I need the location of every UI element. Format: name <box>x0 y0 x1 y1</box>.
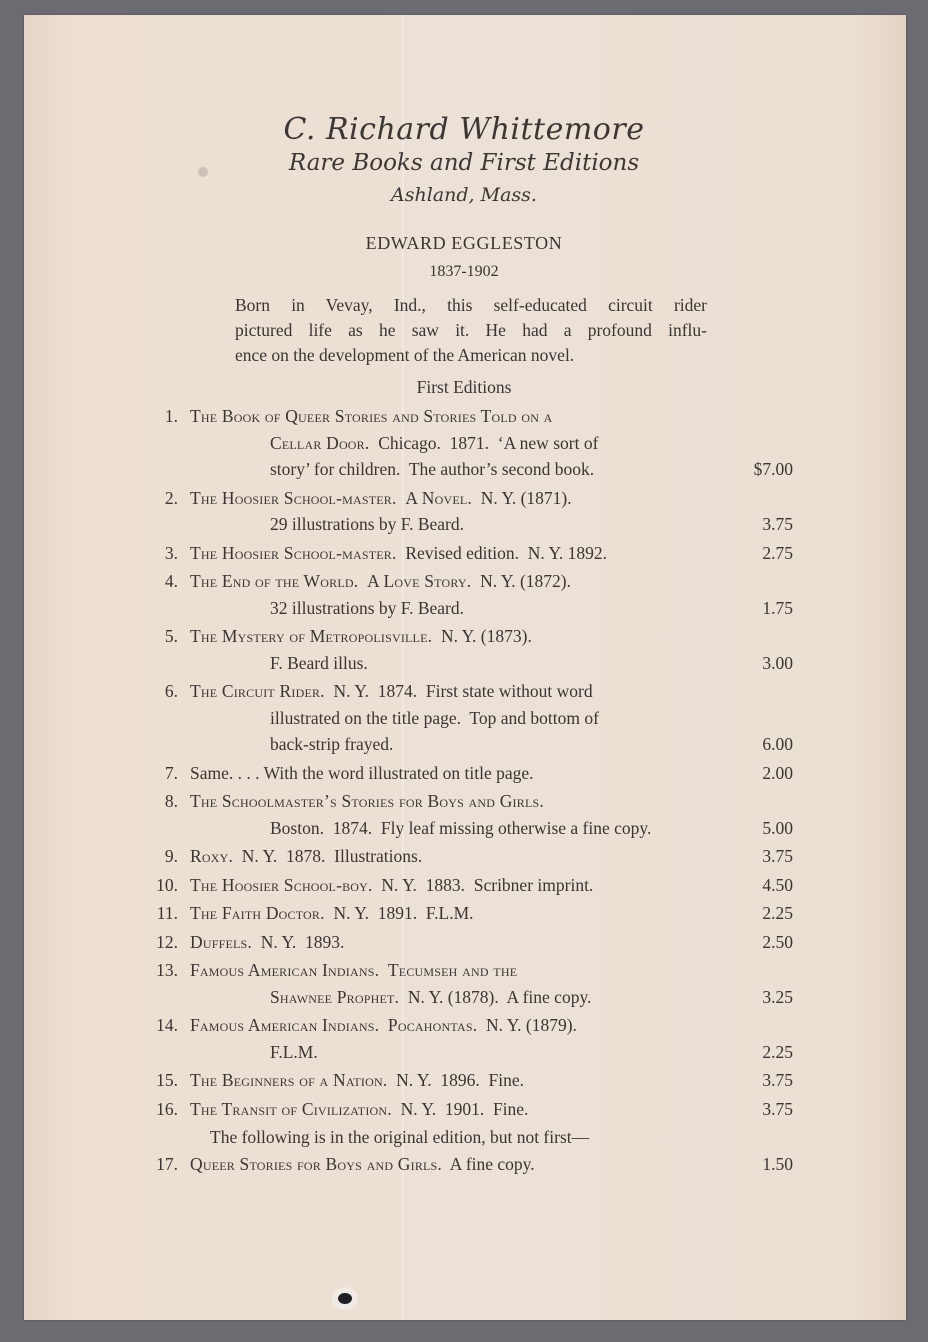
title-text: Queer Stories for Boys and Girls. <box>190 1153 442 1174</box>
item-number: 1. <box>164 406 178 426</box>
item-price: 5.00 <box>762 817 793 838</box>
entry-line <box>0 511 928 538</box>
detail-text: N. Y. 1883. Scribner imprint. <box>372 874 594 895</box>
item-number: 3. <box>164 542 178 563</box>
item-price: 2.75 <box>762 542 793 563</box>
detail-text: N. Y. (1873). <box>432 626 532 646</box>
item-title <box>190 1096 528 1122</box>
entry-line <box>0 678 928 705</box>
item-title <box>190 678 593 704</box>
note-text: The following is in the original edition, but not first— <box>210 1127 590 1147</box>
entry-line <box>0 843 928 870</box>
detail-text: F.L.M. <box>270 1041 318 1062</box>
entry-line <box>0 595 928 622</box>
entry-line <box>0 929 928 956</box>
item-title <box>190 760 534 786</box>
item-price: 3.00 <box>762 652 793 673</box>
item-price: 3.75 <box>762 1070 793 1090</box>
item-title <box>190 1012 577 1038</box>
item-details <box>270 705 599 731</box>
item-price: 2.25 <box>762 903 793 923</box>
detail-text: 29 illustrations by F. Beard. <box>270 514 465 534</box>
title-text: A Love Story. <box>367 571 472 591</box>
detail-text: N. Y. 1896. Fine. <box>387 1070 525 1090</box>
item-number: 16. <box>156 1098 178 1119</box>
title-text: Cellar Door. <box>270 432 370 453</box>
detail-text <box>397 488 406 508</box>
entry-line <box>0 731 928 758</box>
item-number: 9. <box>164 846 178 866</box>
list-item <box>0 872 928 901</box>
author-dates: 1837-1902 <box>429 263 499 280</box>
title-text: The Beginners of a Nation. <box>190 1070 388 1090</box>
dealer-name: C. Richard Whittemore <box>283 112 645 147</box>
entry-line <box>0 957 928 984</box>
item-number: 5. <box>164 626 178 646</box>
item-details <box>270 731 393 757</box>
item-title <box>190 872 593 898</box>
detail-text: F. Beard illus. <box>270 652 368 673</box>
detail-text: Chicago. 1871. ‘A new sort of <box>369 432 599 453</box>
detail-text <box>379 1015 388 1035</box>
item-details <box>270 815 651 841</box>
item-title <box>190 485 572 511</box>
entry-line <box>0 900 928 927</box>
item-details <box>270 1039 318 1065</box>
entry-line <box>0 403 928 430</box>
item-number: 12. <box>156 931 178 952</box>
detail-text: N. Y. 1893. <box>251 931 345 952</box>
item-number: 6. <box>164 681 178 701</box>
detail-text <box>379 960 388 980</box>
item-details <box>270 984 591 1010</box>
entry-line <box>0 872 928 899</box>
item-title <box>190 540 607 566</box>
list-item <box>0 843 928 872</box>
detail-text: A fine copy. <box>442 1153 535 1174</box>
title-text: The Hoosier School-boy. <box>190 874 373 895</box>
item-number: 14. <box>156 1015 178 1035</box>
list-item <box>0 929 928 958</box>
detail-text: N. Y. (1872). <box>471 571 572 591</box>
bio-line: Born in Vevay, Ind., this self-educated circuit rider <box>235 295 707 315</box>
detail-text: N. Y. (1878). A fine copy. <box>399 986 592 1007</box>
detail-text <box>358 571 367 591</box>
list-item <box>0 760 928 789</box>
item-price: 1.75 <box>762 597 793 618</box>
list-item <box>0 1096 928 1125</box>
item-price: 2.00 <box>762 762 793 783</box>
item-details <box>270 456 594 482</box>
item-price: 3.25 <box>762 986 793 1007</box>
list-item <box>0 788 928 843</box>
detail-text: N. Y. (1879). <box>477 1015 577 1035</box>
item-price: 4.50 <box>762 874 793 895</box>
list-item <box>0 568 928 623</box>
detail-text: illustrated on the title page. Top and bottom of <box>270 707 599 728</box>
entry-line <box>0 1151 928 1178</box>
item-price: 3.75 <box>762 846 793 866</box>
title-text: The Faith Doctor. <box>190 903 325 923</box>
item-number: 7. <box>164 762 178 783</box>
entry-line <box>0 1039 928 1066</box>
item-title <box>190 403 553 429</box>
item-title <box>190 900 474 926</box>
item-number: 4. <box>164 571 178 591</box>
detail-text: Same. . . . With the word illustrated on title page. <box>190 762 534 783</box>
book-list <box>0 403 928 1179</box>
item-price: $7.00 <box>753 459 793 479</box>
title-text: The End of the World. <box>190 571 359 591</box>
list-item <box>0 1067 928 1096</box>
item-details <box>270 511 464 537</box>
entry-line <box>0 540 928 567</box>
item-title <box>190 788 544 814</box>
detail-text: back-strip frayed. <box>270 734 394 754</box>
dealer-tagline: Rare Books and First Editions <box>288 150 640 176</box>
entry-line <box>0 430 928 457</box>
item-number: 15. <box>156 1070 178 1090</box>
detail-text: Revised edition. N. Y. 1892. <box>396 542 608 563</box>
entry-line <box>0 623 928 650</box>
entry-line <box>0 1012 928 1039</box>
title-text: The Hoosier School-master. <box>190 487 397 508</box>
title-text: Roxy. <box>190 846 234 866</box>
section-heading: First Editions <box>416 377 512 397</box>
title-text: The Transit of Civilization. <box>190 1098 392 1119</box>
list-item <box>0 1012 928 1067</box>
item-number: 11. <box>156 903 178 923</box>
title-text: The Hoosier School-master. <box>190 542 397 563</box>
detail-text: N. Y. 1874. First state without word <box>324 681 593 701</box>
detail-text: Boston. 1874. Fly leaf missing otherwise a fine copy. <box>270 817 652 838</box>
detail-text: N. Y. 1878. Illustrations. <box>233 846 423 866</box>
item-price: 6.00 <box>762 734 793 754</box>
entry-line <box>0 760 928 787</box>
title-text: The Mystery of Metropolisville. <box>190 626 433 646</box>
detail-text: N. Y. (1871). <box>471 487 572 508</box>
detail-text: 32 illustrations by F. Beard. <box>270 597 465 618</box>
item-details <box>270 595 464 621</box>
title-text: The Schoolmaster’s Stories for Boys and Girls. <box>190 791 544 811</box>
item-title <box>190 568 571 594</box>
title-text: The Book of Queer Stories and Stories Told on a <box>190 406 553 426</box>
list-item <box>0 485 928 540</box>
title-text: Shawnee Prophet. <box>270 986 400 1007</box>
item-number: 13. <box>156 960 178 980</box>
item-title <box>190 929 344 955</box>
list-note <box>0 1124 928 1151</box>
entry-spacer <box>0 1177 928 1179</box>
title-text: Duffels. <box>190 931 252 952</box>
item-price: 1.50 <box>762 1153 793 1174</box>
bio-line: ence on the development of the American novel. <box>235 345 575 365</box>
detail-text: N. Y. 1891. F.L.M. <box>324 903 474 923</box>
entry-line <box>0 815 928 842</box>
author-bio <box>235 293 707 368</box>
item-price: 2.25 <box>762 1041 793 1062</box>
entry-line <box>0 984 928 1011</box>
entry-line <box>0 1096 928 1123</box>
title-text: Tecumseh and the <box>387 960 518 980</box>
item-price: 3.75 <box>762 1098 793 1119</box>
detail-text: N. Y. 1901. Fine. <box>391 1098 529 1119</box>
title-text: The Circuit Rider. <box>190 681 325 701</box>
detail-text: story’ for children. The author’s second book. <box>270 459 595 479</box>
item-details <box>270 430 598 456</box>
title-text: Famous American Indians. <box>190 960 380 980</box>
item-details <box>270 650 368 676</box>
item-title <box>190 1151 535 1177</box>
punch-hole <box>338 1293 352 1304</box>
title-text: Famous American Indians. <box>190 1015 380 1035</box>
item-price: 2.50 <box>762 931 793 952</box>
item-number: 8. <box>164 791 178 811</box>
entry-line <box>0 650 928 677</box>
item-price: 3.75 <box>762 514 793 534</box>
list-item <box>0 623 928 678</box>
title-text: Pocahontas. <box>387 1015 478 1035</box>
entry-line <box>0 1067 928 1094</box>
item-title <box>190 843 422 869</box>
list-item <box>0 1151 928 1180</box>
item-number: 10. <box>156 874 178 895</box>
entry-line <box>0 485 928 512</box>
title-text: A Novel. <box>405 487 472 508</box>
item-title <box>190 1067 524 1093</box>
list-item <box>0 540 928 569</box>
list-item <box>0 403 928 485</box>
list-item <box>0 678 928 760</box>
entry-line <box>0 705 928 732</box>
item-title <box>190 623 532 649</box>
author-name: EDWARD EGGLESTON <box>365 233 563 253</box>
item-number: 2. <box>164 487 178 508</box>
dealer-location: Ashland, Mass. <box>391 184 537 206</box>
bio-line: pictured life as he saw it. He had a profound influ- <box>235 320 707 340</box>
item-title <box>190 957 517 983</box>
item-number: 17. <box>156 1153 178 1174</box>
entry-line <box>0 568 928 595</box>
entry-line <box>0 456 928 483</box>
list-item <box>0 900 928 929</box>
list-item <box>0 957 928 1012</box>
entry-line <box>0 788 928 815</box>
note-line <box>0 1124 928 1151</box>
